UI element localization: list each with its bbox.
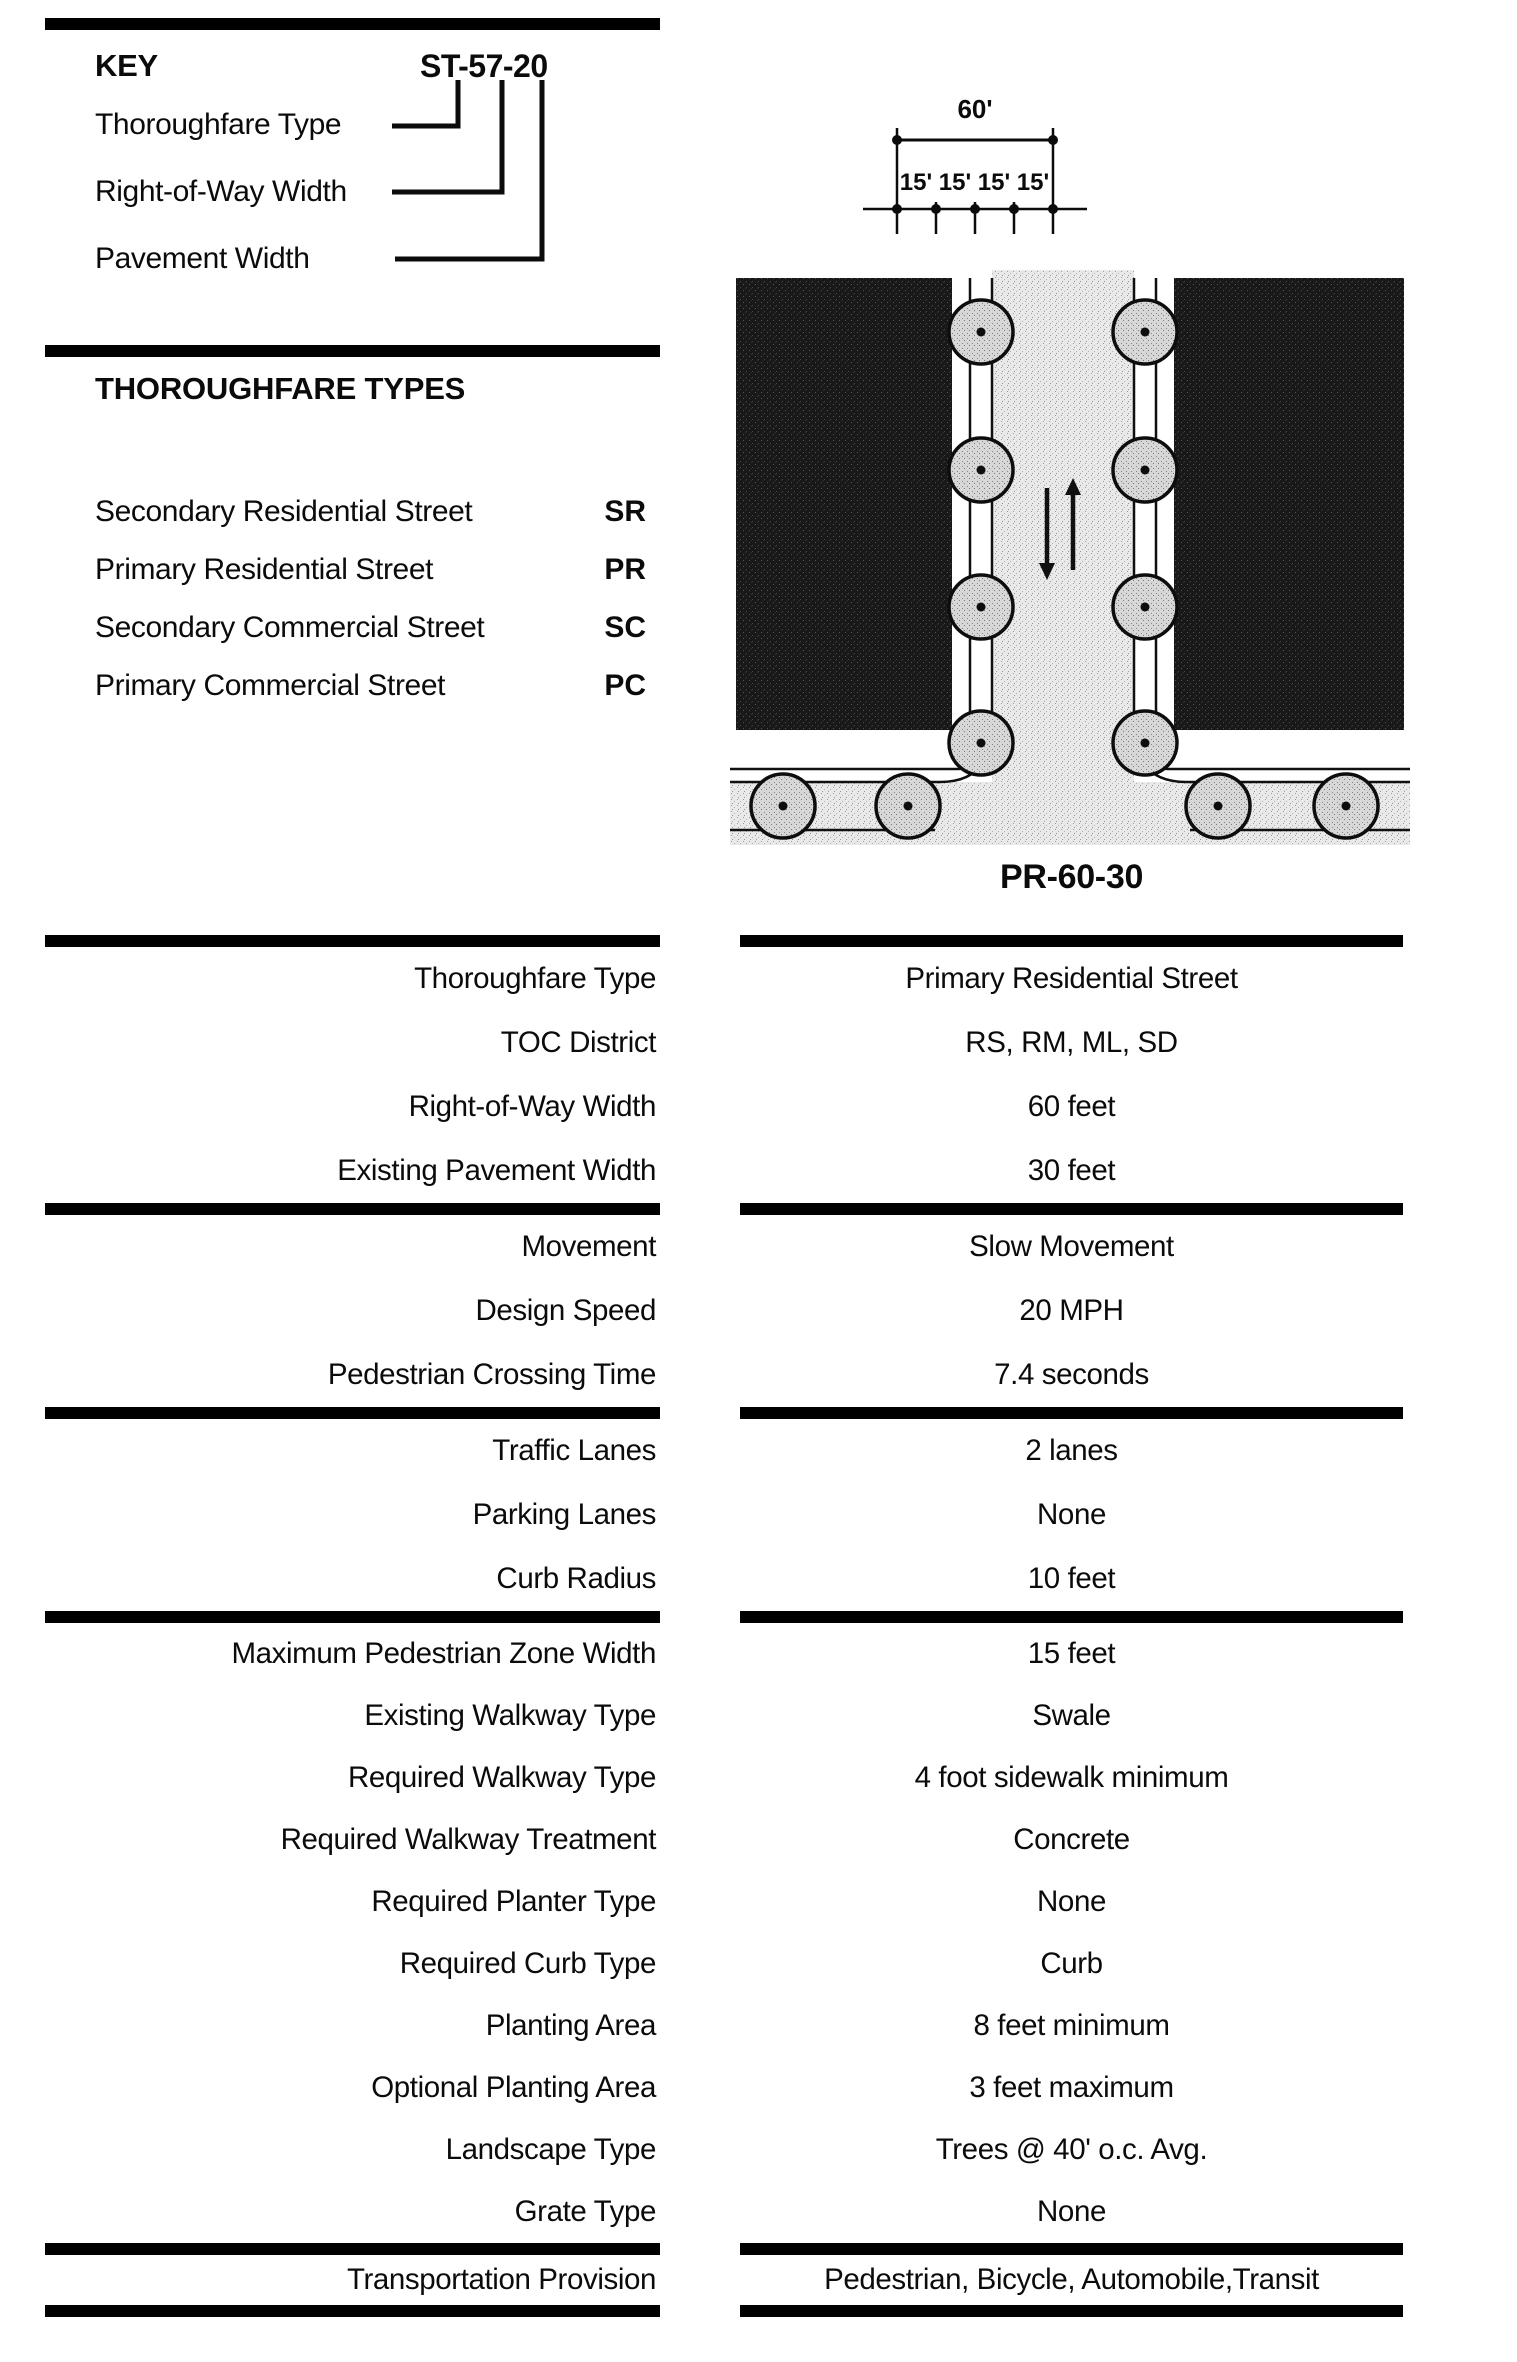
type-code: SC bbox=[604, 611, 646, 644]
spec-row-value: 8 feet minimum bbox=[973, 2009, 1170, 2042]
right-of-way-dimension-label: 60' bbox=[957, 94, 993, 124]
spec-row-label: Right-of-Way Width bbox=[408, 1090, 656, 1123]
segment-dimension-label: 15' bbox=[977, 169, 1011, 196]
spec-rule bbox=[740, 1203, 1403, 1215]
thoroughfare-type-item bbox=[45, 657, 646, 715]
thoroughfare-type-item bbox=[45, 541, 646, 599]
tree-icon bbox=[1113, 711, 1177, 775]
thoroughfare-types-list bbox=[45, 483, 646, 715]
key-section bbox=[45, 18, 660, 283]
type-name: Secondary Commercial Street bbox=[95, 611, 485, 644]
dimension-diagram bbox=[855, 82, 1095, 250]
spec-row-value: 7.4 seconds bbox=[994, 1358, 1149, 1391]
tree-icon bbox=[949, 575, 1013, 639]
spec-row-value: Trees @ 40' o.c. Avg. bbox=[935, 2133, 1208, 2166]
spec-row-value: Concrete bbox=[1013, 1823, 1130, 1856]
tree-icon bbox=[1113, 300, 1177, 364]
tree-icon bbox=[1113, 438, 1177, 502]
type-name: Primary Residential Street bbox=[95, 553, 434, 586]
spec-row-label: Required Walkway Treatment bbox=[280, 1823, 656, 1856]
type-name: Primary Commercial Street bbox=[95, 669, 446, 702]
tree-icon bbox=[1113, 575, 1177, 639]
types-top-rule bbox=[45, 345, 660, 357]
spec-row-value: RS, RM, ML, SD bbox=[965, 1026, 1178, 1059]
tree-icon bbox=[751, 774, 815, 838]
spec-row-label: Existing Pavement Width bbox=[337, 1154, 656, 1187]
key-code: ST-57-20 bbox=[420, 48, 548, 84]
spec-rule bbox=[45, 1203, 660, 1215]
spec-row-value: None bbox=[1037, 2195, 1106, 2228]
spec-rule bbox=[45, 935, 660, 947]
segment-dimension-label: 15' bbox=[938, 169, 972, 196]
key-label-pavement-width: Pavement Width bbox=[95, 242, 310, 275]
spec-row-value: 20 MPH bbox=[1019, 1294, 1124, 1327]
spec-rule bbox=[740, 935, 1403, 947]
spec-rule bbox=[740, 2305, 1403, 2317]
spec-row-value: 4 foot sidewalk minimum bbox=[914, 1761, 1229, 1794]
spec-row-value: 10 feet bbox=[1027, 1562, 1116, 1595]
spec-row-value: Swale bbox=[1032, 1699, 1111, 1732]
spec-row-value: Pedestrian, Bicycle, Automobile,Transit bbox=[824, 2263, 1319, 2296]
segment-dimension-label: 15' bbox=[899, 169, 933, 196]
segment-dimension-label: 15' bbox=[1016, 169, 1050, 196]
spec-row-value: 3 feet maximum bbox=[969, 2071, 1174, 2104]
spec-row-label: Parking Lanes bbox=[472, 1498, 656, 1531]
tree-icon bbox=[876, 774, 940, 838]
spec-rule bbox=[45, 1407, 660, 1419]
spec-row-label: TOC District bbox=[500, 1026, 656, 1059]
type-name: Secondary Residential Street bbox=[95, 495, 473, 528]
spec-row-value: 30 feet bbox=[1027, 1154, 1116, 1187]
spec-row-value: 2 lanes bbox=[1025, 1434, 1118, 1467]
spec-table-labels-column bbox=[45, 935, 660, 2317]
spec-row-label: Pedestrian Crossing Time bbox=[327, 1358, 656, 1391]
spec-row-label: Grate Type bbox=[514, 2195, 656, 2228]
thoroughfare-types-title: THOROUGHFARE TYPES bbox=[95, 371, 466, 406]
street-plan-image bbox=[730, 270, 1410, 845]
spec-row-label: Maximum Pedestrian Zone Width bbox=[231, 1637, 656, 1670]
spec-rule bbox=[45, 2243, 660, 2255]
spec-row-label: Required Curb Type bbox=[399, 1947, 656, 1980]
spec-rule bbox=[740, 1611, 1403, 1623]
plan-title: PR-60-30 bbox=[999, 858, 1144, 896]
type-code: SR bbox=[604, 495, 646, 528]
spec-row-label: Design Speed bbox=[475, 1294, 656, 1327]
spec-row-label: Landscape Type bbox=[445, 2133, 656, 2166]
key-label-right-of-way-width: Right-of-Way Width bbox=[95, 175, 347, 208]
spec-row-label: Transportation Provision bbox=[346, 2263, 656, 2296]
thoroughfare-type-item bbox=[45, 483, 646, 541]
spec-row-label: Movement bbox=[521, 1230, 656, 1263]
key-title: KEY bbox=[95, 48, 158, 83]
tree-icon bbox=[949, 438, 1013, 502]
spec-row-label: Existing Walkway Type bbox=[364, 1699, 656, 1732]
spec-row-label: Required Walkway Type bbox=[347, 1761, 656, 1794]
key-label-thoroughfare-type: Thoroughfare Type bbox=[95, 108, 342, 141]
spec-row-value: Slow Movement bbox=[969, 1230, 1174, 1263]
spec-row-value: Primary Residential Street bbox=[905, 962, 1238, 995]
tree-icon bbox=[1314, 774, 1378, 838]
spec-row-value: None bbox=[1037, 1885, 1106, 1918]
spec-row-value: Curb bbox=[1040, 1947, 1103, 1980]
spec-row-label: Thoroughfare Type bbox=[414, 962, 656, 995]
block-right bbox=[1174, 278, 1404, 730]
spec-row-label: Required Planter Type bbox=[371, 1885, 656, 1918]
spec-rule bbox=[740, 1407, 1403, 1419]
block-left bbox=[736, 278, 952, 730]
spec-row-label: Curb Radius bbox=[496, 1562, 656, 1595]
spec-rule bbox=[45, 2305, 660, 2317]
tree-icon bbox=[949, 300, 1013, 364]
spec-row-value: 15 feet bbox=[1027, 1637, 1116, 1670]
spec-row-label: Planting Area bbox=[485, 2009, 656, 2042]
spec-row-label: Traffic Lanes bbox=[492, 1434, 656, 1467]
spec-row-label: Optional Planting Area bbox=[371, 2071, 656, 2104]
tree-icon bbox=[1186, 774, 1250, 838]
spec-rule bbox=[45, 1611, 660, 1623]
type-code: PR bbox=[604, 553, 646, 586]
type-code: PC bbox=[604, 669, 646, 702]
thoroughfare-type-item bbox=[45, 599, 646, 657]
spec-row-value: None bbox=[1037, 1498, 1106, 1531]
spec-table-values-column bbox=[740, 935, 1403, 2317]
tree-icon bbox=[949, 711, 1013, 775]
thoroughfare-types-section bbox=[45, 345, 660, 725]
spec-rule bbox=[740, 2243, 1403, 2255]
spec-row-value: 60 feet bbox=[1027, 1090, 1116, 1123]
